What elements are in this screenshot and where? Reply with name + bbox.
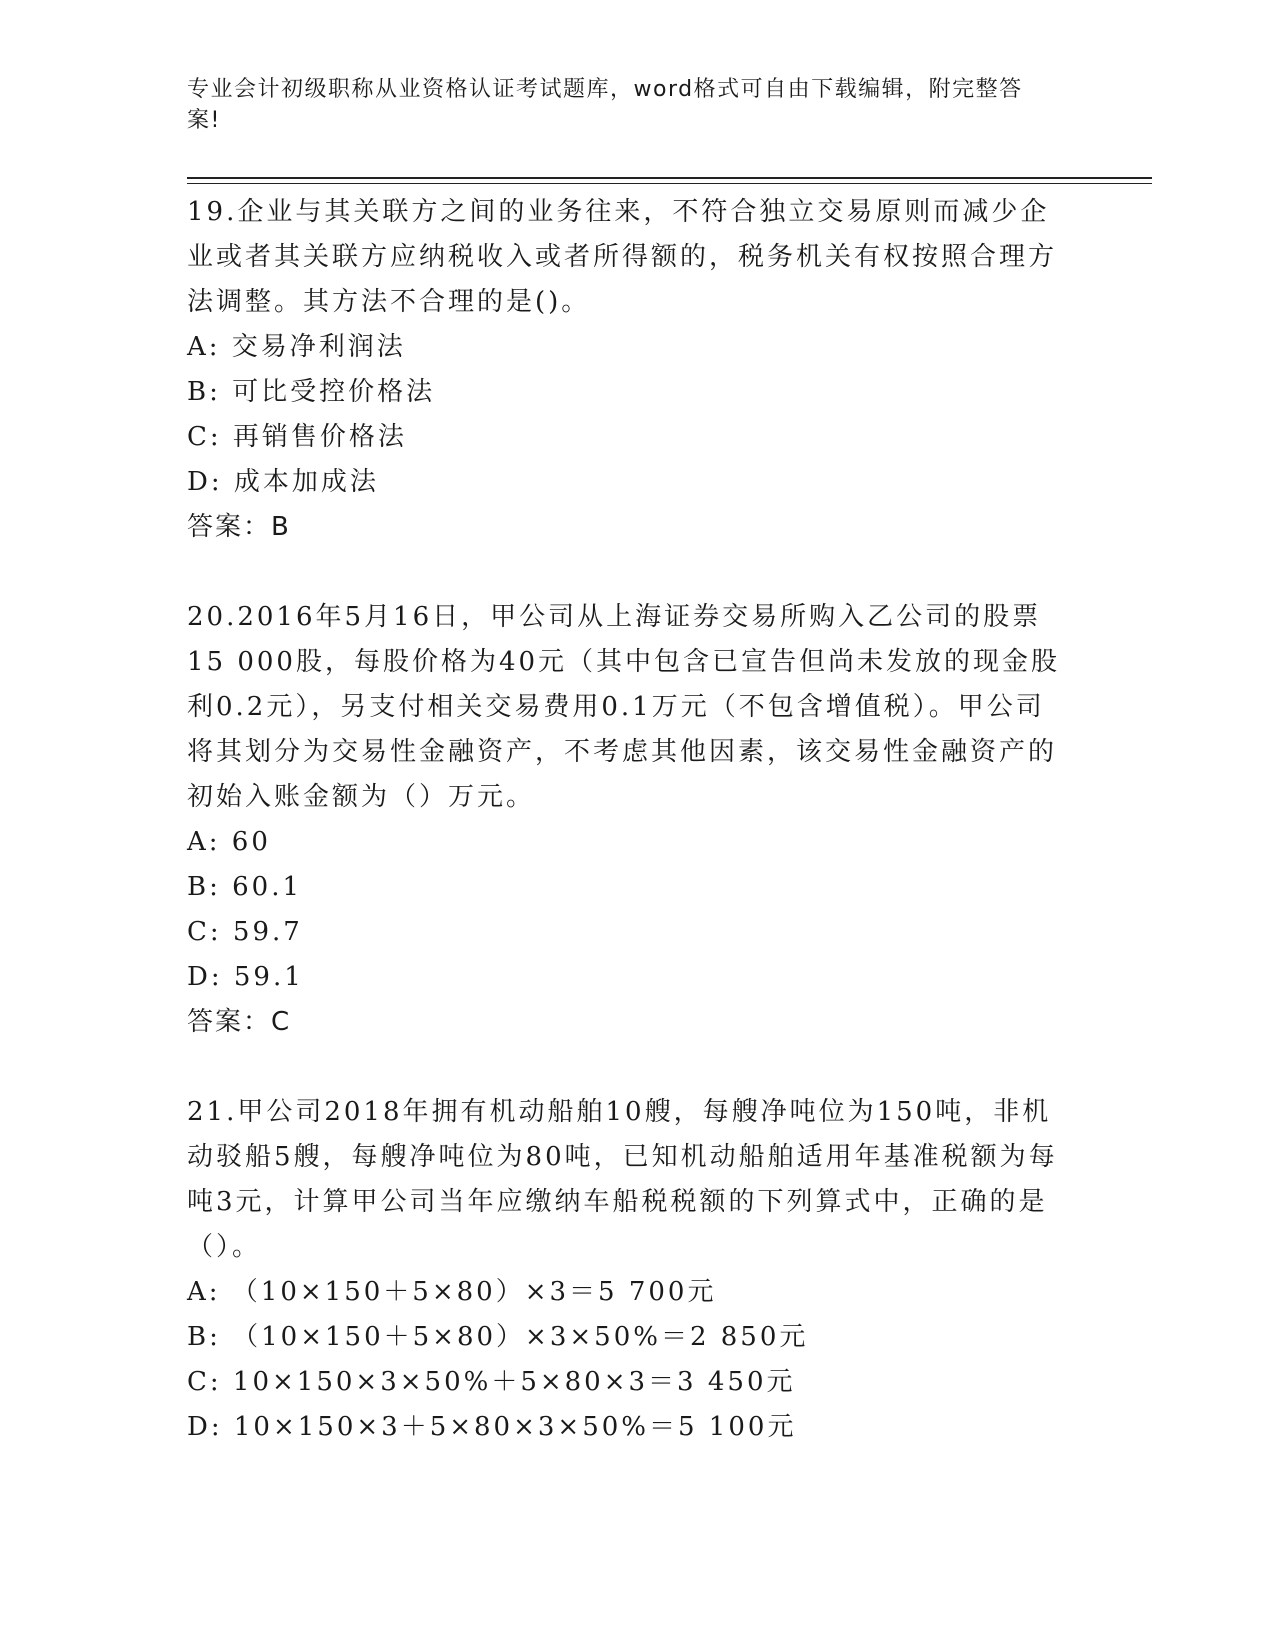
spacer: [187, 550, 1087, 595]
option-d: D: 10×150×3＋5×80×3×50%＝5 100元: [187, 1412, 797, 1442]
question-20: [187, 595, 1087, 1045]
question-list: [187, 190, 1087, 1450]
option-b: B: （10×150＋5×80）×3×50%＝2 850元: [187, 1322, 809, 1352]
page-header: [187, 74, 1067, 136]
spacer: [187, 1045, 1087, 1090]
answer: 答案：C: [187, 1007, 292, 1037]
option-c: C: 再销售价格法: [187, 422, 407, 452]
header-rule-thick: [187, 177, 1152, 179]
option-a: A: （10×150＋5×80）×3＝5 700元: [187, 1277, 717, 1307]
option-a: A: 60: [187, 827, 271, 857]
option-d: D: 59.1: [187, 962, 304, 992]
header-line-2: 案!: [187, 108, 221, 133]
option-c: C: 10×150×3×50%＋5×80×3＝3 450元: [187, 1367, 796, 1397]
option-c: C: 59.7: [187, 917, 303, 947]
option-d: D: 成本加成法: [187, 467, 379, 497]
option-b: B: 60.1: [187, 872, 303, 902]
question-text: 19.企业与其关联方之间的业务往来，不符合独立交易原则而减少企业或者其关联方应纳税收入或者所得额的，税务机关有权按照合理方法调整。其方法不合理的是()。: [187, 197, 1058, 317]
question-text: 21.甲公司2018年拥有机动船舶10艘，每艘净吨位为150吨，非机动驳船5艘，每艘净吨位为80吨，已知机动船舶适用年基准税额为每吨3元，计算甲公司当年应缴纳车船税税额的下列算式中，正确的是（）。: [187, 1097, 1058, 1262]
question-21: [187, 1090, 1087, 1450]
option-b: B: 可比受控价格法: [187, 377, 436, 407]
header-line-1: 专业会计初级职称从业资格认证考试题库，word格式可自由下载编辑，附完整答: [187, 77, 1023, 102]
header-rule-thin: [187, 183, 1152, 184]
answer: 答案：B: [187, 512, 291, 542]
question-text: 20.2016年5月16日，甲公司从上海证券交易所购入乙公司的股票15 000股，每股价格为40元（其中包含已宣告但尚未发放的现金股利0.2元），另支付相关交易费用0.1万元（不包含增值税）。甲公司将其划分为交易性金融资产，不考虑其他因素，该交易性金融资产的初始入账金额为（）万元。: [187, 602, 1061, 812]
option-a: A: 交易净利润法: [187, 332, 406, 362]
question-19: [187, 190, 1087, 550]
